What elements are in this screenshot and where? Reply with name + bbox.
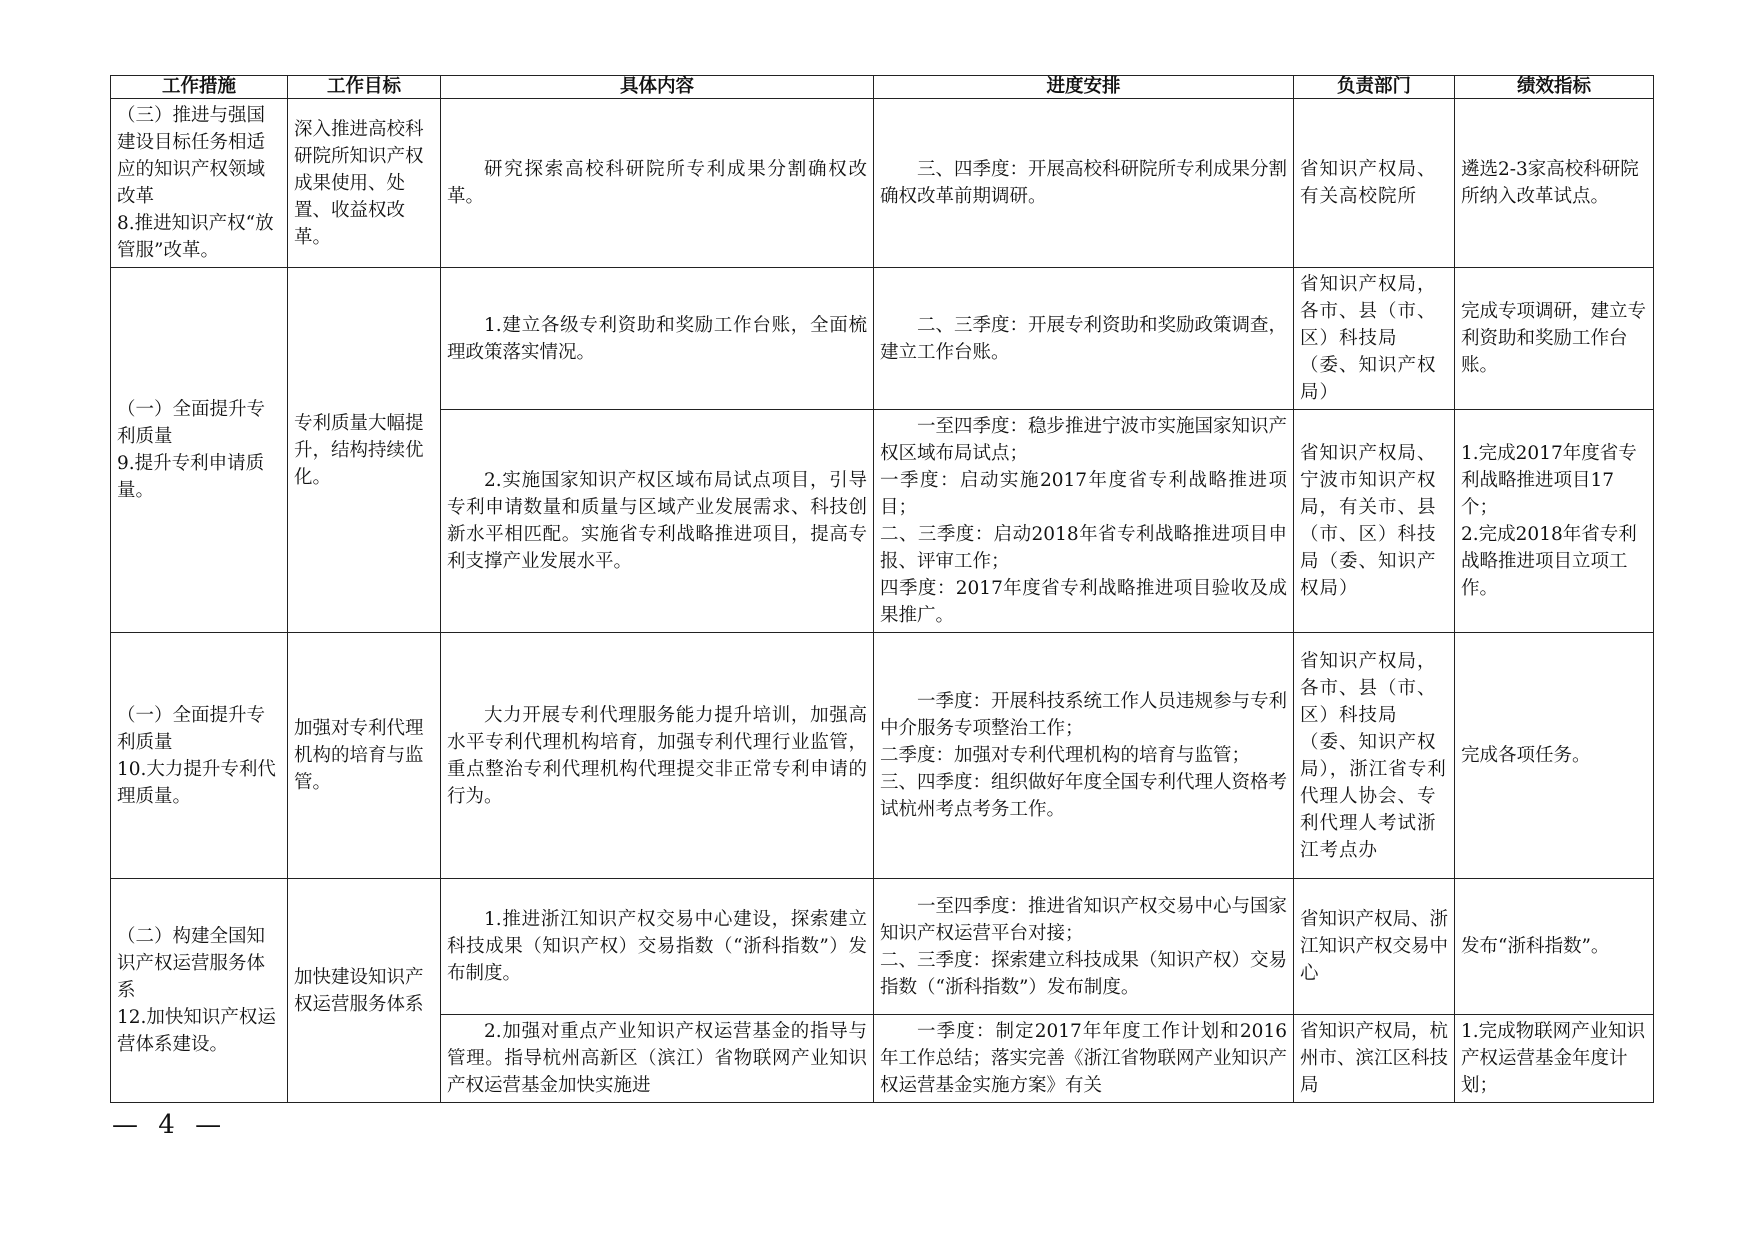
kpi-cell: 完成各项任务。 — [1455, 633, 1654, 879]
kpi-cell: 1.完成物联网产业知识产权运营基金年度计划； — [1455, 1015, 1654, 1103]
dept-cell: 省知识产权局、宁波市知识产权局，有关市、县（市、区）科技局（委、知识产权局） — [1294, 410, 1455, 633]
header-measure: 工作措施 — [111, 76, 288, 99]
table-header-row — [111, 76, 1654, 99]
schedule-cell: 一至四季度：稳步推进宁波市实施国家知识产权区域布局试点； 一季度：启动实施2017年度省专利战略推进项目； 二、三季度：启动2018年省专利战略推进项目申报、评审工作； 四季度：2017年度省专利战略推进项目验收及成果推广。 — [874, 410, 1294, 633]
table-row — [111, 633, 1654, 879]
goal-cell: 加强对专利代理机构的培育与监管。 — [288, 633, 441, 879]
measure-cell: （一）全面提升专利质量 9.提升专利申请质量。 — [111, 268, 288, 633]
table-row — [111, 99, 1654, 268]
dept-cell: 省知识产权局、有关高校院所 — [1294, 99, 1455, 268]
content-cell: 1.推进浙江知识产权交易中心建设，探索建立科技成果（知识产权）交易指数（“浙科指数”）发布制度。 — [441, 879, 874, 1015]
content-cell: 1.建立各级专利资助和奖励工作台账，全面梳理政策落实情况。 — [441, 268, 874, 410]
kpi-cell: 1.完成2017年度省专利战略推进项目17个； 2.完成2018年省专利战略推进项目立项工作。 — [1455, 410, 1654, 633]
content-cell: 大力开展专利代理服务能力提升培训，加强高水平专利代理机构培育，加强专利代理行业监管，重点整治专利代理机构代理提交非正常专利申请的行为。 — [441, 633, 874, 879]
goal-cell: 深入推进高校科研院所知识产权成果使用、处置、收益权改革。 — [288, 99, 441, 268]
schedule-cell: 一季度：制定2017年年度工作计划和2016年工作总结；落实完善《浙江省物联网产业知识产权运营基金实施方案》有关 — [874, 1015, 1294, 1103]
dept-cell: 省知识产权局，各市、县（市、区）科技局（委、知识产权局） — [1294, 268, 1455, 410]
kpi-cell: 发布“浙科指数”。 — [1455, 879, 1654, 1015]
table-row — [111, 268, 1654, 410]
dept-cell: 省知识产权局，各市、县（市、区）科技局（委、知识产权局），浙江省专利代理人协会、专利代理人考试浙江考点办 — [1294, 633, 1455, 879]
header-content: 具体内容 — [441, 76, 874, 99]
kpi-cell: 完成专项调研，建立专利资助和奖励工作台账。 — [1455, 268, 1654, 410]
schedule-cell: 二、三季度：开展专利资助和奖励政策调查，建立工作台账。 — [874, 268, 1294, 410]
kpi-cell: 遴选2-3家高校科研院所纳入改革试点。 — [1455, 99, 1654, 268]
goal-cell: 专利质量大幅提升，结构持续优化。 — [288, 268, 441, 633]
goal-cell: 加快建设知识产权运营服务体系 — [288, 879, 441, 1103]
schedule-cell: 一季度：开展科技系统工作人员违规参与专利中介服务专项整治工作； 二季度：加强对专利代理机构的培育与监管； 三、四季度：组织做好年度全国专利代理人资格考试杭州考点考务工作。 — [874, 633, 1294, 879]
header-dept: 负责部门 — [1294, 76, 1455, 99]
header-schedule: 进度安排 — [874, 76, 1294, 99]
dept-cell: 省知识产权局、浙江知识产权交易中心 — [1294, 879, 1455, 1015]
header-goal: 工作目标 — [288, 76, 441, 99]
table-row — [111, 879, 1654, 1015]
dept-cell: 省知识产权局，杭州市、滨江区科技局 — [1294, 1015, 1455, 1103]
work-plan-table — [110, 75, 1654, 1103]
content-cell: 2.实施国家知识产权区域布局试点项目，引导专利申请数量和质量与区域产业发展需求、科技创新水平相匹配。实施省专利战略推进项目，提高专利支撑产业发展水平。 — [441, 410, 874, 633]
schedule-cell: 三、四季度：开展高校科研院所专利成果分割确权改革前期调研。 — [874, 99, 1294, 268]
measure-cell: （一）全面提升专利质量 10.大力提升专利代理质量。 — [111, 633, 288, 879]
page-number: — 4 — — [112, 1110, 228, 1140]
content-cell: 2.加强对重点产业知识产权运营基金的指导与管理。指导杭州高新区（滨江）省物联网产业知识产权运营基金加快实施进 — [441, 1015, 874, 1103]
schedule-cell: 一至四季度：推进省知识产权交易中心与国家知识产权运营平台对接； 二、三季度：探索建立科技成果（知识产权）交易指数（“浙科指数”）发布制度。 — [874, 879, 1294, 1015]
content-cell: 研究探索高校科研院所专利成果分割确权改革。 — [441, 99, 874, 268]
measure-cell: （三）推进与强国建设目标任务相适应的知识产权领域改革 8.推进知识产权“放管服”改革。 — [111, 99, 288, 268]
measure-cell: （二）构建全国知识产权运营服务体系 12.加快知识产权运营体系建设。 — [111, 879, 288, 1103]
header-kpi: 绩效指标 — [1455, 76, 1654, 99]
